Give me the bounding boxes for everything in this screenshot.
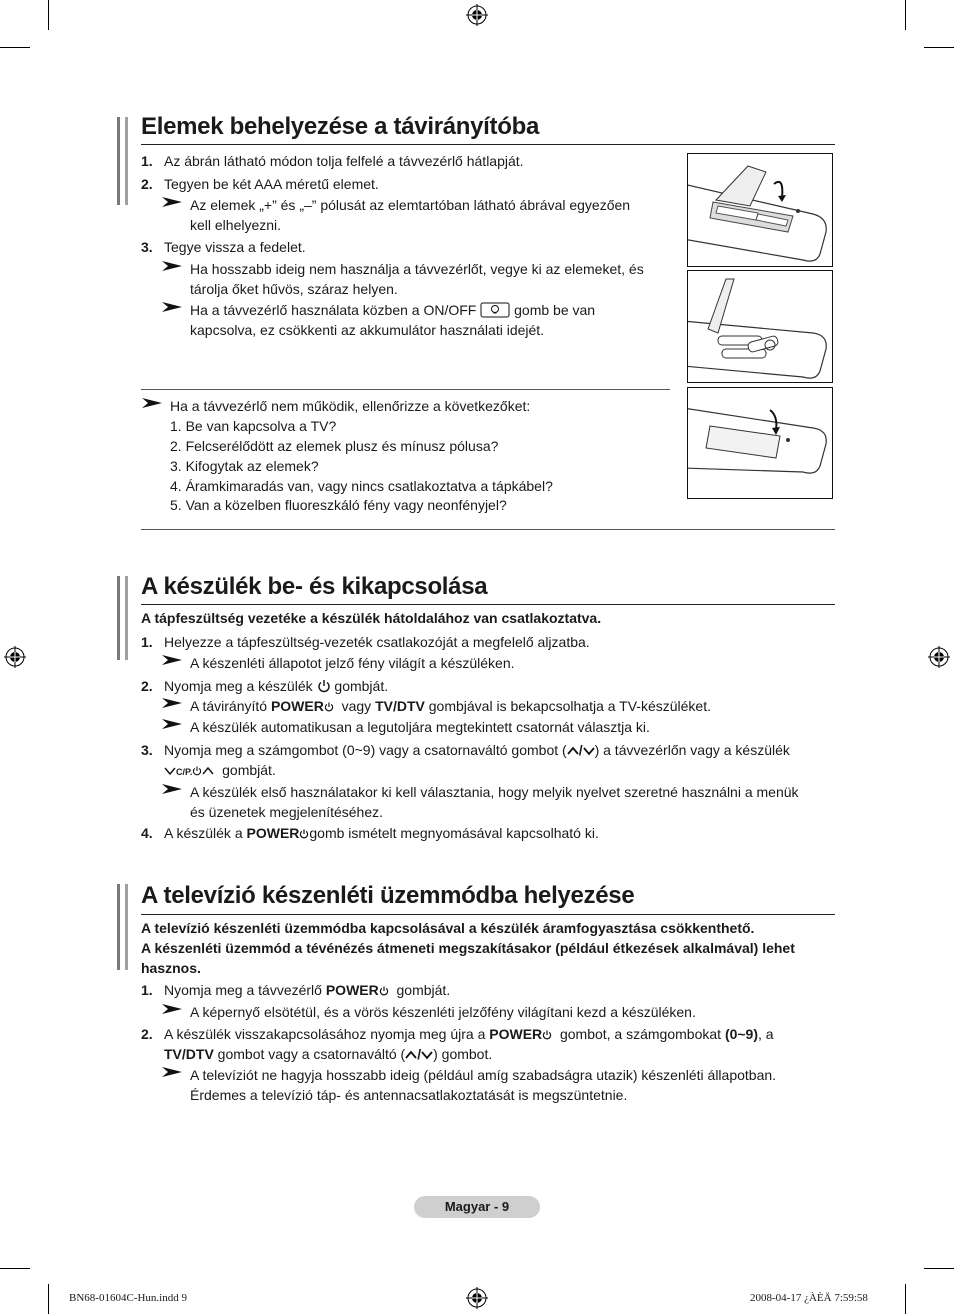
section-bar: [117, 117, 120, 205]
note-arrow-icon: [142, 398, 162, 408]
note-text: Az elemek „+” és „–” pólusát az elemtartóban látható ábrával egyezően: [190, 197, 631, 213]
note-fragment: gomb be van: [514, 302, 596, 318]
step-text: [164, 823, 599, 843]
crop-mark: [924, 1268, 954, 1269]
title-rule: [141, 604, 835, 605]
text-fragment: gombját.: [222, 762, 276, 778]
check-item: 3. Kifogytak az elemek?: [170, 458, 319, 474]
note-text: Ha hosszabb ideig nem használja a távvezérlőt, vegye ki az elemeket, és: [190, 261, 644, 277]
power-icon: [542, 1030, 552, 1040]
text-fragment: Nyomja meg a készülék: [164, 678, 313, 694]
text-fragment: gombot, a számgombokat: [559, 1026, 722, 1042]
crop-mark: [48, 0, 49, 30]
note-text: Érdemes a televízió táp- és antennacsatlakoztatását is megszüntetnie.: [190, 1087, 628, 1103]
step-number: 3.: [141, 239, 153, 255]
step-number: 1.: [141, 982, 153, 998]
text-fragment: gombot vagy a csatornaváltó (: [217, 1046, 406, 1062]
text-fragment: gomb ismételt megnyomásával kapcsolható ki.: [309, 825, 599, 841]
text-fragment: A készülék a: [164, 825, 243, 841]
text-fragment: A távirányító: [190, 698, 268, 714]
section-bar: [125, 117, 128, 205]
note-text: A készenléti állapotot jelző fény világít a készüléken.: [190, 655, 515, 671]
chevron-up-icon: [567, 746, 579, 756]
note-fragment: Ha a távvezérlő használata közben a ON/OFF: [190, 302, 477, 318]
crop-mark: [924, 47, 954, 48]
note-text: és üzenetek megjelenítéséhez.: [190, 804, 384, 820]
numbers-label: (0~9): [724, 1026, 759, 1042]
check-item: 2. Felcserélődött az elemek plusz és mínusz pólusa?: [170, 438, 499, 454]
title-rule: [141, 914, 835, 915]
crop-mark: [0, 1268, 30, 1269]
divider: [141, 389, 670, 390]
power-label: POWER: [489, 1026, 543, 1042]
note-arrow-icon: [162, 719, 182, 729]
note-text: [190, 696, 711, 716]
check-item: 5. Van a közelben fluoreszkáló fény vagy neonfényjel?: [170, 497, 507, 513]
note-arrow-icon: [162, 698, 182, 708]
crop-mark: [48, 1284, 49, 1314]
step-number: 2.: [141, 678, 153, 694]
step-text: [164, 740, 790, 760]
step-number: 1.: [141, 634, 153, 650]
text-fragment: gombját.: [334, 678, 389, 694]
step-number: 2.: [141, 1026, 153, 1042]
power-icon: [192, 766, 202, 776]
light-button-icon: [480, 302, 510, 318]
note-text: tárolja őket hűvös, száraz helyen.: [190, 281, 398, 297]
note-arrow-icon: [162, 655, 182, 665]
section-bar: [117, 884, 120, 970]
remote-figure-batteries: [687, 270, 833, 383]
power-icon: [324, 702, 334, 712]
footer-timestamp: 2008-04-17 ¿ÀÈÄ 7:59:58: [750, 1292, 868, 1304]
chevron-down-icon: [164, 766, 176, 776]
section-bar: [117, 576, 120, 660]
power-icon: [379, 986, 389, 996]
section-intro: A készenléti üzemmód a tévénézés átmeneti megszakításakor (például étkezések alkalmával) lehet: [141, 940, 795, 956]
text-fragment: , a: [758, 1026, 774, 1042]
step-text: Tegye vissza a fedelet.: [164, 239, 306, 255]
section-intro: hasznos.: [141, 960, 201, 976]
note-arrow-icon: [162, 197, 182, 207]
power-icon: [317, 679, 331, 693]
step-number: 2.: [141, 176, 153, 192]
text-fragment: Nyomja meg a távvezérlő: [164, 982, 322, 998]
section-bar: [125, 884, 128, 970]
section-title-power: A készülék be- és kikapcsolása: [141, 573, 488, 600]
section-intro: A tápfeszültség vezetéke a készülék hátoldalához van csatlakoztatva.: [141, 610, 602, 626]
cp-label: C/P.: [176, 767, 193, 777]
note-arrow-icon: [162, 302, 182, 312]
text-fragment: ) gombot.: [433, 1046, 493, 1062]
power-label: POWER: [270, 698, 324, 714]
footer-filename: BN68-01604C-Hun.indd 9: [69, 1292, 187, 1304]
remote-figure-close-cover: [687, 387, 833, 499]
chevron-down-icon: [583, 746, 595, 756]
tvdtv-label: TV/DTV: [375, 698, 425, 714]
power-icon: [299, 829, 309, 839]
power-label: POWER: [246, 825, 300, 841]
step-text: Az ábrán látható módon tolja felfelé a távvezérlő hátlapját.: [164, 153, 524, 169]
step-text: Tegyen be két AAA méretű elemet.: [164, 176, 379, 192]
check-item: 4. Áramkimaradás van, vagy nincs csatlakoztatva a tápkábel?: [170, 478, 553, 494]
check-intro: Ha a távvezérlő nem működik, ellenőrizze a következőket:: [170, 398, 531, 414]
note-text: A televíziót ne hagyja hosszabb ideig (például amíg szabadságra utazik) készenléti állapotban.: [190, 1067, 777, 1083]
text-fragment: Nyomja meg a számgombot (0~9) vagy a csatornaváltó gombot (: [164, 742, 567, 758]
step-text: [164, 676, 388, 696]
registration-mark-icon: [466, 4, 488, 26]
section-intro: A televízió készenléti üzemmódba kapcsolásával a készülék áramfogyasztása csökkenthető.: [141, 920, 755, 936]
note-arrow-icon: [162, 1067, 182, 1077]
text-fragment: gombjával is bekapcsolhatja a TV-készüléket.: [428, 698, 711, 714]
text-fragment: ) a távvezérlőn vagy a készülék: [594, 742, 790, 758]
section-title-standby: A televízió készenléti üzemmódba helyezése: [141, 882, 635, 909]
crop-mark: [905, 1284, 906, 1314]
text-fragment: A készülék visszakapcsolásához nyomja meg újra a: [164, 1026, 486, 1042]
chevron-up-icon: [202, 766, 214, 776]
note-text: [190, 300, 595, 320]
registration-mark-icon: [4, 646, 26, 668]
remote-figure-open-cover: [687, 153, 833, 267]
text-fragment: vagy: [341, 698, 372, 714]
registration-mark-icon: [928, 646, 950, 668]
power-label: POWER: [325, 982, 379, 998]
note-text: A képernyő elsötétül, és a vörös készenléti jelzőfény világítani kezd a készüléken.: [190, 1004, 696, 1020]
section-title-batteries: Elemek behelyezése a távirányítóba: [141, 113, 540, 140]
slash: /: [578, 742, 583, 758]
tvdtv-label: TV/DTV: [164, 1046, 214, 1062]
chevron-down-icon: [421, 1050, 433, 1060]
note-arrow-icon: [162, 784, 182, 794]
step-text: [164, 760, 276, 782]
step-text: [164, 1024, 774, 1044]
section-bar: [125, 576, 128, 660]
note-text: kell elhelyezni.: [190, 217, 282, 233]
note-arrow-icon: [162, 261, 182, 271]
step-text: [164, 980, 450, 1000]
text-fragment: gombját.: [396, 982, 451, 998]
note-text: kapcsolva, ez csökkenti az akkumulátor használati idejét.: [190, 322, 545, 338]
registration-mark-icon: [466, 1287, 488, 1309]
crop-mark: [905, 0, 906, 30]
note-text: A készülék automatikusan a legutoljára megtekintett csatornát választja ki.: [190, 719, 650, 735]
title-rule: [141, 144, 835, 145]
step-number: 4.: [141, 825, 153, 841]
check-item: 1. Be van kapcsolva a TV?: [170, 418, 337, 434]
chevron-up-icon: [405, 1050, 417, 1060]
crop-mark: [0, 47, 30, 48]
step-number: 3.: [141, 742, 153, 758]
step-text: Helyezze a tápfeszültség-vezeték csatlakozóját a megfelelő aljzatba.: [164, 634, 590, 650]
step-text: [164, 1044, 492, 1064]
divider: [141, 529, 835, 530]
note-text: A készülék első használatakor ki kell választania, hogy melyik nyelvet szeretné használni a menük: [190, 784, 799, 800]
page-number-badge: Magyar - 9: [414, 1196, 540, 1218]
step-number: 1.: [141, 153, 153, 169]
slash: /: [417, 1046, 422, 1062]
note-arrow-icon: [162, 1004, 182, 1014]
